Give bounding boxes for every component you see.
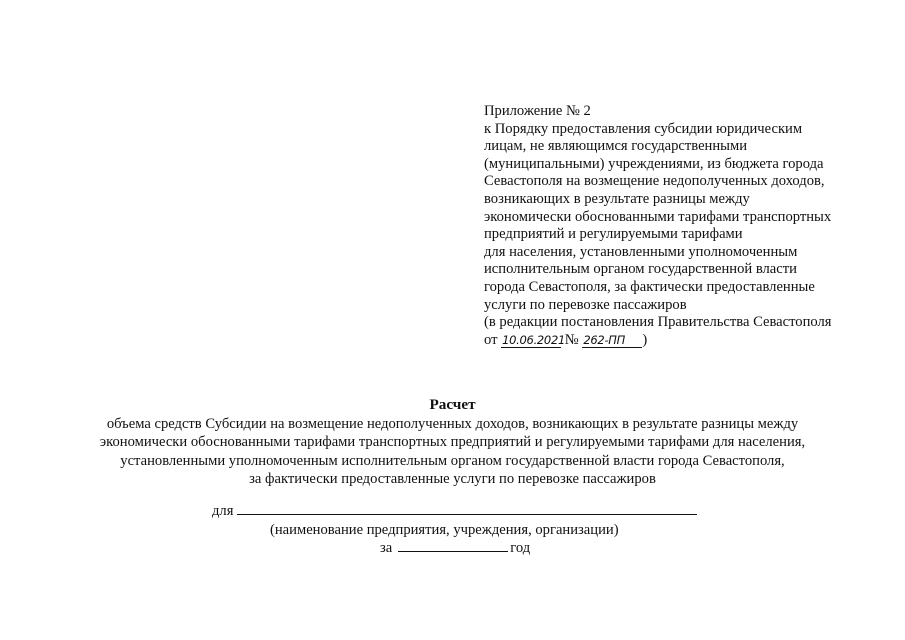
appendix-line: Севастополя на возмещение недополученных доходов, [484, 173, 825, 190]
resolution-date-line [484, 332, 884, 350]
appendix-line: города Севастополя, за фактически предоставленные [484, 278, 815, 295]
appendix-line: предприятий и регулируемыми тарифами [484, 226, 743, 243]
for-label: для [212, 503, 234, 519]
heading-line: установленными уполномоченным исполнительным органом государственной власти города Севастополя, [120, 452, 785, 469]
appendix-line: услуги по перевозке пассажиров [484, 296, 687, 313]
appendix-line: для населения, установленными уполномоченным [484, 243, 798, 260]
handwritten-date: 10.06.2021 [502, 332, 565, 347]
organization-field-line [212, 502, 697, 520]
appendix-line: исполнительным органом государственной власти [484, 261, 797, 278]
appendix-line: (в редакции постановления Правительства Севастополя [484, 314, 832, 331]
appendix-line: лицам, не являющимся государственными [484, 138, 748, 155]
appendix-line: Приложение № 2 [484, 103, 591, 119]
appendix-line: (муниципальными) учреждениями, из бюджета города [484, 155, 824, 172]
year-blank[interactable] [398, 539, 508, 552]
handwritten-number: 262-ПП [582, 334, 642, 348]
appendix-line: экономически обоснованными тарифами транспортных [484, 208, 832, 225]
organization-name-blank[interactable] [237, 502, 697, 515]
appendix-line: возникающих в результате разницы между [484, 190, 750, 207]
organization-caption: (наименование предприятия, учреждения, организации) [270, 522, 619, 538]
calculation-heading [20, 396, 885, 488]
document-title: Расчет [429, 396, 476, 413]
close-paren: ) [642, 331, 648, 348]
heading-line: объема средств Субсидии на возмещение недополученных доходов, возникающих в результате разницы между [106, 416, 799, 433]
appendix-block [484, 103, 884, 349]
year-label: год [510, 540, 531, 556]
heading-line: экономически обоснованными тарифами транспортных предприятий и регулируемыми тарифами для населения, [99, 434, 806, 451]
period-label: за [380, 540, 393, 556]
period-field-line [380, 539, 530, 557]
date-prefix: от [484, 331, 498, 348]
heading-line: за фактически предоставленные услуги по перевозке пассажиров [249, 470, 656, 487]
number-prefix: № [564, 331, 579, 348]
appendix-line: к Порядку предоставления субсидии юридическим [484, 120, 803, 137]
